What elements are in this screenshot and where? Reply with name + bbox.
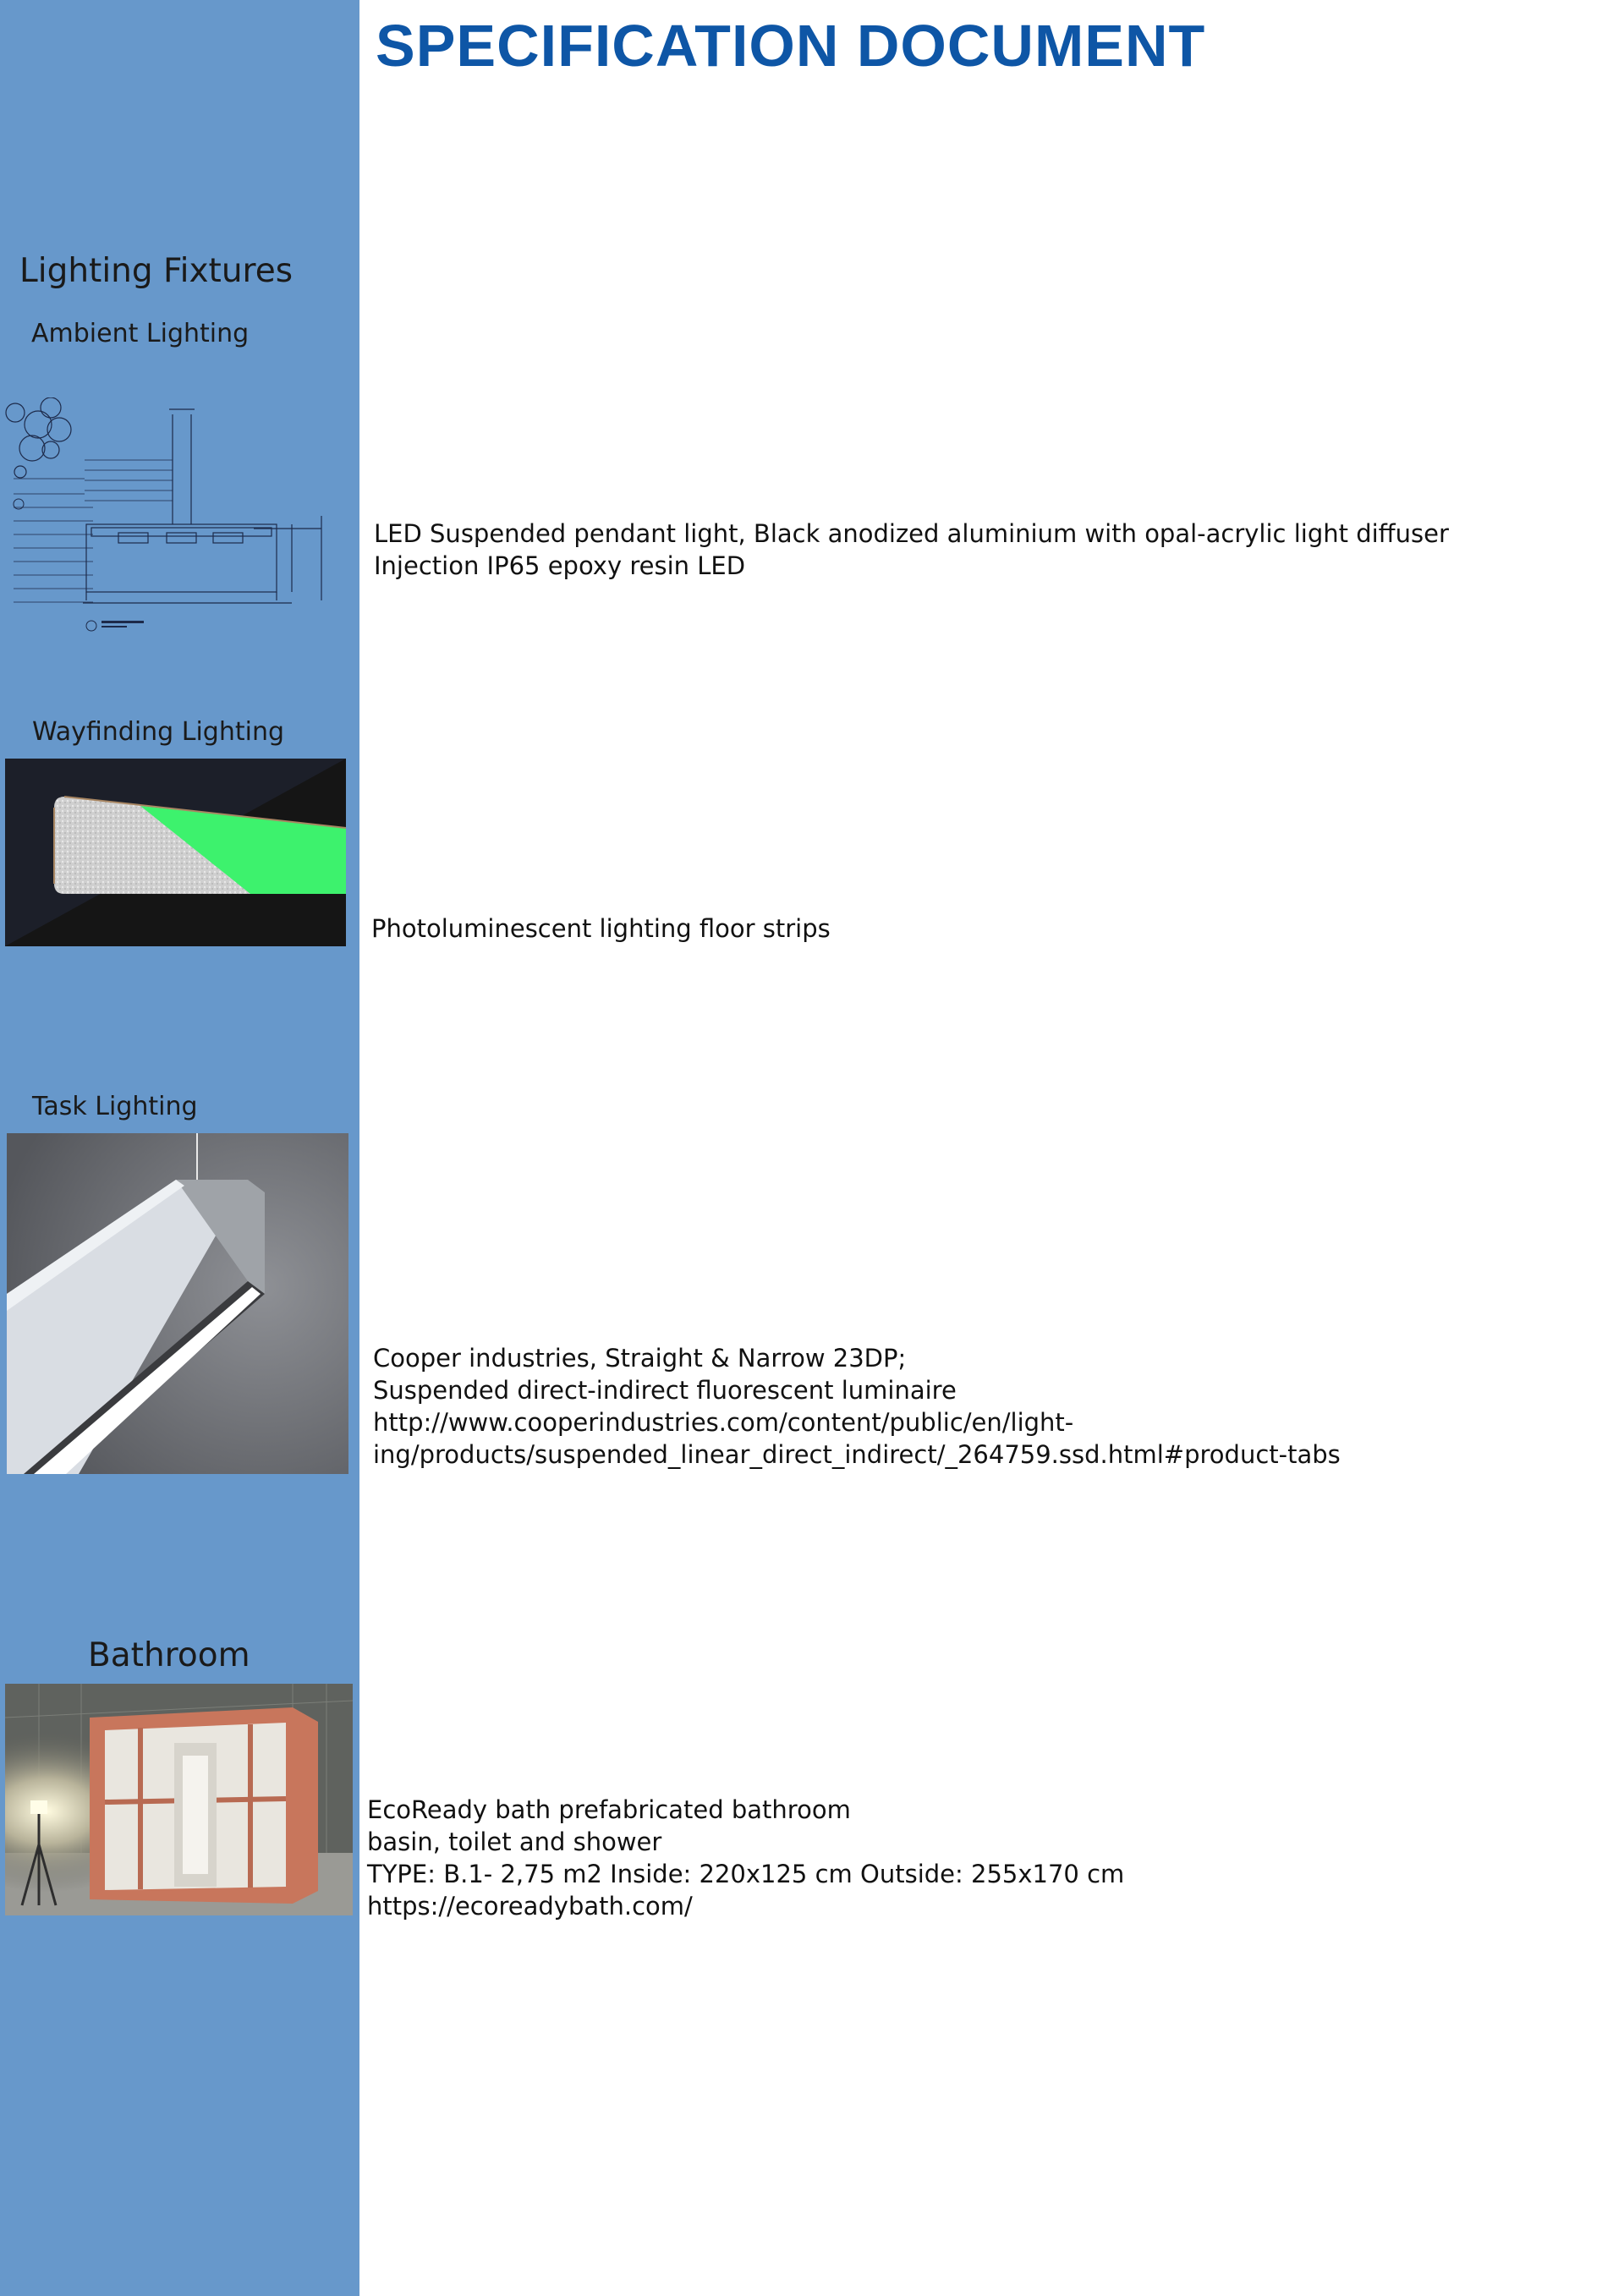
description-line: Cooper industries, Straight & Narrow 23DP;	[373, 1344, 907, 1373]
photoluminescent-strip-photo	[5, 759, 346, 946]
description-line: Injection IP65 epoxy resin LED	[374, 551, 746, 580]
page-title: SPECIFICATION DOCUMENT	[376, 13, 1206, 79]
description-line: TYPE: B.1- 2,75 m2 Inside: 220x125 cm Outside: 255x170 cm	[367, 1860, 1125, 1888]
description-line: ing/products/suspended_linear_direct_indirect/_264759.ssd.html#product-tabs	[373, 1440, 1341, 1469]
task-description	[373, 1342, 1341, 1471]
description-line: Photoluminescent lighting floor strips	[371, 914, 831, 943]
description-line: basin, toilet and shower	[367, 1827, 662, 1856]
prefab-bathroom-photo-frame	[5, 1684, 353, 1915]
heading-bathroom: Bathroom	[88, 1636, 250, 1674]
heading-wayfinding-lighting: Wayfinding Lighting	[32, 717, 285, 747]
linear-luminaire-photo-frame	[7, 1133, 348, 1474]
description-line: EcoReady bath prefabricated bathroom	[367, 1795, 851, 1824]
description-line: https://ecoreadybath.com/	[367, 1892, 693, 1921]
glow-strip-photo	[5, 759, 346, 946]
bathroom-description	[367, 1794, 1124, 1922]
description-line: Suspended direct-indirect fluorescent luminaire	[373, 1376, 957, 1405]
prefab-bathroom-photo	[5, 1684, 353, 1915]
linear-luminaire-photo	[7, 1133, 348, 1474]
description-line: http://www.cooperindustries.com/content/public/en/light-	[373, 1408, 1074, 1437]
technical-drawing-icon	[0, 397, 355, 638]
pendant-light-technical-drawing	[0, 397, 355, 638]
ambient-description	[374, 518, 1449, 582]
wayfinding-description	[371, 912, 831, 945]
section-heading-lighting-fixtures: Lighting Fixtures	[19, 252, 294, 290]
heading-ambient-lighting: Ambient Lighting	[31, 319, 250, 348]
heading-task-lighting: Task Lighting	[32, 1092, 198, 1121]
description-line: LED Suspended pendant light, Black anodized aluminium with opal-acrylic light diffuser	[374, 519, 1449, 548]
